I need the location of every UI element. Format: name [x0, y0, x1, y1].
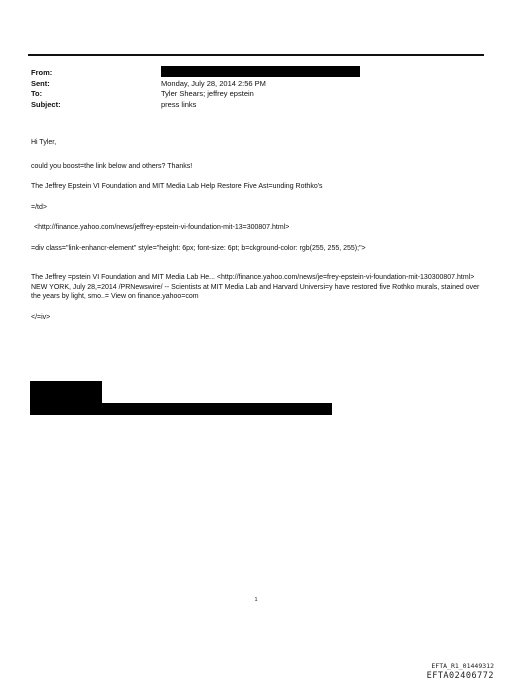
- subject-label: Subject:: [31, 99, 61, 109]
- body-line-article-title: The Jeffrey =pstein VI Foundation and MIT Media Lab He... <http://finance.yahoo.com/news/je=frey-epstein-vi-foundation-mit-130300807.html>: [31, 274, 475, 281]
- bates-number-secondary: EFTA02406772: [426, 671, 494, 681]
- body-line-link: <http://finance.yahoo.com/news/jeffrey-epstein-vi-foundation-mit-13=300807.html>: [34, 224, 290, 231]
- header-top-rule: [28, 54, 484, 56]
- to-label: To:: [31, 89, 43, 98]
- body-line-td: =/td>: [31, 203, 47, 211]
- subject-value: press links: [161, 99, 197, 109]
- sent-row: [31, 79, 266, 90]
- sent-value: Monday, July 28, 2014 2:56 PM: [161, 78, 266, 88]
- to-value: Tyler Shears; jeffrey epstein: [161, 89, 254, 98]
- redaction-signature-line: [30, 403, 332, 415]
- from-label: From:: [31, 68, 53, 77]
- body-line-div: =div class="link-enhancr-element" style="height: 6px; font-size: 6pt; b=ckground-color: rgb(255, 255, 255);">: [31, 244, 366, 252]
- body-line-headline: The Jeffrey Epstein VI Foundation and MIT Media Lab Help Restore Five Ast=unding Rothko's: [31, 183, 323, 190]
- sent-label: Sent:: [31, 78, 50, 88]
- body-line-closing-tag: </=iv>: [31, 313, 51, 321]
- body-line-article-summary: NEW YORK, July 28,=2014 /PRNewswire/ -- Scientists at MIT Media Lab and Harvard Universi=y have restored five Rothko murals, stained over the years by light, smo..= View on finance.yahoo=com: [31, 283, 482, 300]
- redaction-from-value: [161, 66, 360, 77]
- subject-row: [31, 100, 266, 111]
- to-row: [31, 89, 266, 100]
- bates-number-primary: EFTA_R1_01449312: [431, 662, 494, 670]
- page-number: 1: [254, 597, 258, 603]
- bates-stamp: [427, 662, 494, 682]
- greeting: Hi Tyler,: [31, 139, 57, 146]
- body-line-boost: could you boost=the link below and others? Thanks!: [31, 162, 193, 170]
- email-body: [31, 138, 481, 322]
